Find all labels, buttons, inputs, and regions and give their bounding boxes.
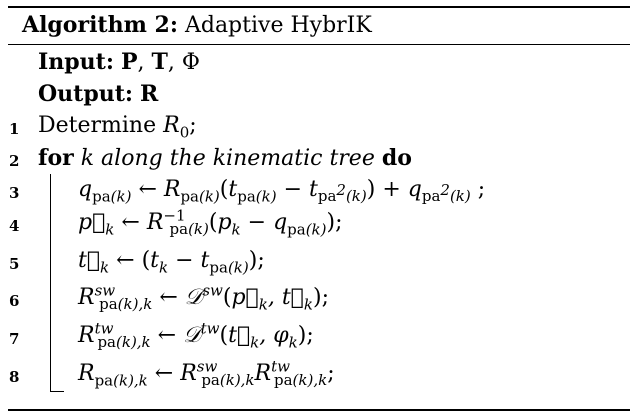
- input-args: P, T, Φ: [120, 49, 200, 75]
- line-number: 8: [9, 368, 20, 386]
- line-number: 1: [9, 120, 20, 138]
- top-rule: [8, 6, 630, 8]
- line-number: 6: [9, 292, 20, 310]
- line-number: 5: [9, 255, 20, 273]
- line-number: 4: [9, 217, 20, 235]
- algo-line-7: [0, 318, 636, 352]
- algo-line-6: [0, 280, 636, 314]
- for-condition: k along the kinematic tree: [80, 146, 375, 171]
- do-keyword: do: [381, 145, 412, 171]
- line-number: 7: [9, 330, 20, 348]
- line-1-math: $R_0$: [163, 113, 190, 142]
- line-5-math: $t⃗_k$ ← $(t_k - t_{pa(k)})$;: [78, 248, 265, 277]
- line-number: 2: [9, 152, 20, 170]
- output-label: Output:: [38, 81, 133, 107]
- algo-line-5: [0, 243, 636, 277]
- for-keyword: for: [38, 145, 74, 171]
- algo-line-3: [0, 172, 636, 206]
- algo-line-8: [0, 356, 636, 390]
- algorithm-title: [22, 10, 372, 41]
- bottom-rule: [8, 409, 630, 411]
- algo-line-2: [0, 140, 636, 174]
- line-7-math: $R^{tw}_{pa(k),k}$ ← $𝒟^{tw}(t⃗_k$, $\varphi_k$);: [78, 319, 314, 352]
- output-args: R: [139, 81, 159, 107]
- algorithm-name: Adaptive HybrIK: [184, 13, 372, 38]
- input-line: [0, 44, 636, 78]
- algo-line-1: 1 Determine $R_0$;: [9, 113, 197, 142]
- input-label: Input:: [38, 49, 114, 75]
- line-number: 3: [9, 184, 20, 202]
- output-line: [0, 76, 636, 110]
- algorithm-label: Algorithm 2:: [22, 12, 178, 38]
- line-8-math: $R_{pa(k),k}$ ← $R^{sw}_{pa(k),k}R^{tw}_{pa(k),k}$;: [78, 357, 335, 390]
- line-4-math: $p⃗_k$ ← $R^{-1}_{pa(k)}(p_k - q_{pa(k)})$;: [78, 206, 343, 239]
- algo-line-4: [0, 205, 636, 239]
- loop-body-bar-foot: [50, 391, 64, 392]
- line-6-math: $R^{sw}_{pa(k),k}$ ← $𝒟^{sw}(p⃗_k$, $t⃗_k$);: [78, 281, 329, 314]
- determine-text: Determine: [38, 113, 157, 138]
- line-3-math: $q_{pa(k)}$ ← $R_{pa(k)}(t_{pa(k)} - t_{pa^2(k)}) + q_{pa^2(k)}$ ;: [78, 177, 486, 206]
